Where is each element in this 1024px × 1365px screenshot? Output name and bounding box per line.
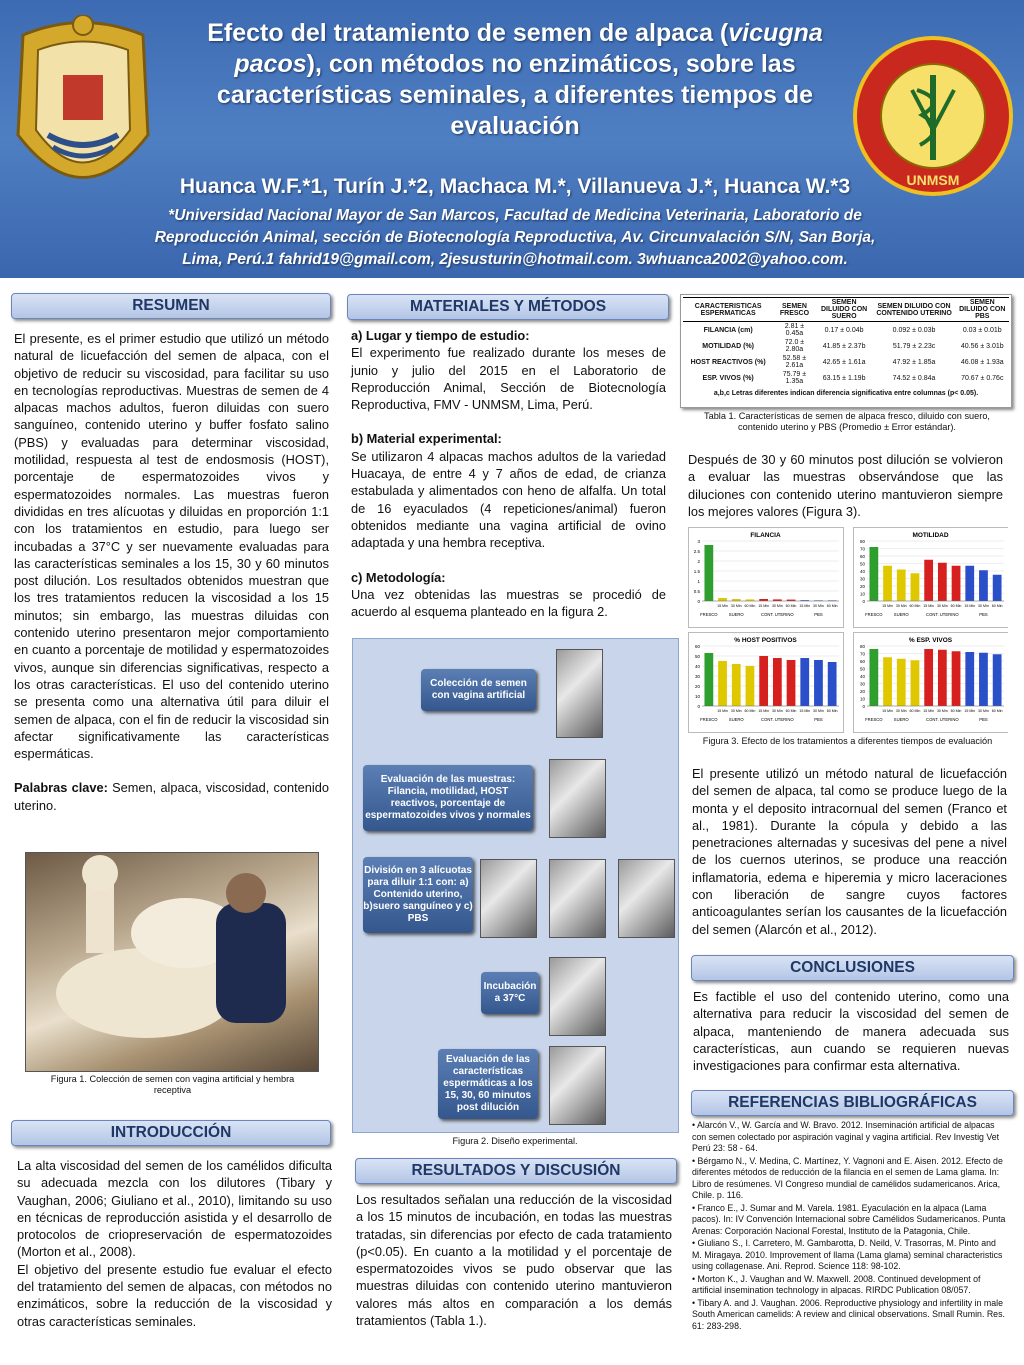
chart-group-label: CONT. UTERINO — [926, 612, 959, 617]
chart-ytick-label: 60 — [859, 554, 865, 559]
chart-xtick-label: 60 Min — [950, 709, 962, 713]
university-seal-left — [8, 15, 158, 215]
chart-ytick-label: 2 — [697, 559, 700, 564]
chart-group-label: CONT. UTERINO — [761, 612, 794, 617]
chart-xtick-label: 15 Min — [758, 709, 770, 713]
table-1-cell: 40.56 ± 3.01b — [960, 342, 1004, 350]
chart-bar — [718, 661, 727, 706]
chart-bar — [746, 666, 755, 706]
chart-xtick-label: 15 Min — [882, 604, 893, 608]
chart-xtick-label: 60 Min — [950, 604, 962, 608]
chart-ytick-label: 0 — [862, 599, 865, 604]
chart-bar — [979, 570, 988, 601]
chart-ytick-label: 0 — [697, 599, 700, 604]
discussion-body: El presente utilizó un método natural de licuefacción del semen de alpaca, tal como se produce luego de la monta y el deposito intracornual del semen (Franco et al., 1981). Durante la cópula y debido a las penetraciones alternadas y sucesivas del pene a nivel de los cuernos uterinos, se produce una reacción inflamatoria, edema e hiperemia y micro laceraciones con liberación de sangre cuyos factores anticoagulantes serían los causantes de la licuefacción del semen (Alarcón et al., 2012). — [692, 766, 1007, 937]
figure-1-caption: Figura 1. Colección de semen con vagina artificial y hembra receptiva — [50, 1074, 295, 1095]
reference-item: • Alarcón V., W. García and W. Bravo. 2012. Inseminación artificial de alpacas con semen colectado por aspiración vaginal y vagina artificial. Rev Investig Vet Perú 23: 58 - 64. — [692, 1120, 1000, 1153]
chart-ytick-label: 0 — [697, 704, 700, 709]
flow-photo-evaluation — [549, 759, 606, 838]
chart-xtick-label: 30 Min — [895, 604, 907, 608]
chart-bar — [952, 566, 961, 601]
poster-header — [0, 0, 1024, 278]
chart-bar — [897, 659, 906, 706]
chart-xtick-label: 15 Min — [923, 709, 935, 713]
chart-xtick-label: 15 Min — [964, 709, 976, 713]
flow-photo-aliquot-3 — [618, 859, 675, 938]
chart-xtick-label: 30 Min — [813, 604, 824, 608]
table-1-cell: 47.92 ± 1.85a — [892, 358, 936, 366]
results-after-30-60: Después de 30 y 60 minutos post dilución se volvieron a evaluar las muestras observándose que las diluciones con contenido uterino mantuvieron siempre los mejores valores (Figura 3). — [688, 452, 1003, 519]
chart-bar — [704, 545, 713, 601]
chart-group-label: SUERO — [728, 612, 744, 617]
chart-bar — [965, 652, 974, 706]
chart-ytick-label: 0.5 — [693, 589, 700, 594]
affiliation: *Universidad Nacional Mayor de San Marcos, Facultad de Medicina Veterinaria, Laboratorio de Reproducción Animal, sección de Biotecnología Reproductiva, Av. Circunvalación S/N, San Borja, Lima, Perú.1 fahrid19@gmail.com, 2jesusturin@hotmail.com. 3whuanca2002@yahoo.com. — [154, 207, 876, 268]
chart-ytick-label: 30 — [859, 576, 865, 582]
chart-xtick-label: 60 Min — [826, 709, 838, 713]
table-1-cell: 0.03 ± 0.01b — [962, 326, 1002, 334]
flow-photo-aliquot-2 — [549, 859, 606, 938]
chart-xtick-label: 60 Min — [909, 709, 921, 713]
chart-bar — [993, 654, 1002, 706]
chart-ytick-label: 70 — [859, 651, 865, 657]
chart-title: FILANCIA — [750, 532, 781, 539]
chart-title: % ESP. VIVOS — [908, 637, 953, 644]
chart-title: % HOST POSITIVOS — [734, 637, 797, 644]
chart-group-label: FRESCO — [865, 612, 883, 617]
table-1-header: SEMEN DILUIDO CON SUERO — [816, 298, 873, 322]
chart-bar — [911, 573, 920, 601]
chart-group-label: PBS — [979, 717, 988, 722]
flow-step-1: Colección de semen con vagina artificial — [421, 669, 536, 711]
table-1-cell: 52.58 ± 2.61a — [782, 355, 807, 369]
chart-xtick-label: 15 Min — [799, 709, 811, 713]
chart-xtick-label: 60 Min — [991, 604, 1003, 608]
flow-step-2: Evaluación de las muestras: Filancia, motilidad, HOST reactivos, porcentaje de espermatozoides vivos y normales — [363, 765, 533, 831]
chart-ytick-label: 50 — [859, 666, 865, 672]
chart-ytick-label: 80 — [859, 539, 865, 544]
chart-xtick-label: 60 Min — [744, 709, 756, 713]
chart-ytick-label: 80 — [859, 644, 865, 649]
reference-item: • Morton K., J. Vaughan and W. Maxwell. 2008. Continued development of artificial insemination technology in alpacas. RIRDC Publication 08/057. — [692, 1273, 981, 1295]
reference-item: • Franco E., J. Sumar and M. Varela. 1981. Eyaculación en la alpaca (Lama pacos). In: IV Convención Internacional sobre Camélidos Sudamericanos. Punta Arenas: Corporación Nacional Forestal, Instituto de la Patagonia, Chile. — [692, 1202, 1006, 1236]
resultados-body: Los resultados señalan una reducción de la viscosidad a los 15 minutos de incubación, en todas las muestras tratadas, sin diferencias por efecto de cada tratamiento (p<0.05). En cuanto a la motilidad y el porcentaje de espermatozoides vivos se pudo observar que las muestras diluidas con contenido uterino mantuvieron valores más altos en comparación a los demás tratamientos (Tabla 1.). — [356, 1192, 672, 1329]
reference-item: • Giuliano S., I. Carretero, M. Gambarotta, D. Neild, V. Trasorras, M. Pinto and M. Miragaya. 2010. Improvement of llama (Lama glama) seminal characteristics using collagenase. Ani. Reprod. Science 118: 98-102. — [692, 1238, 1003, 1271]
poster-title: Efecto del tratamiento de semen de alpaca (vicugna pacos), con métodos no enzimáticos, sobre las características seminales, a diferentes tiempos de evaluación — [207, 19, 823, 140]
chart-bar — [773, 658, 782, 706]
chart-group-label: PBS — [979, 612, 988, 617]
chart-ytick-label: 20 — [859, 689, 865, 694]
chart-bar — [897, 570, 906, 602]
chart-group-label: CONT. UTERINO — [761, 717, 794, 722]
chart-bar — [787, 660, 796, 706]
chart-xtick-label: 30 Min — [978, 709, 989, 713]
chart-ytick-label: 50 — [859, 561, 865, 567]
chart-bar — [979, 653, 988, 706]
introduccion-body: La alta viscosidad del semen de los camélidos dificulta su adecuada mezcla con los dilutores (Tibary y Vaughan, 2006; Giuliano et al., 2010), limitando su uso en técnicas de reproducción asistida y el desarrollo de protocolos de criopreservación de espermatozoides (Morton et al., 2008). El objetivo del presente estudio fue evaluar el efecto del tratamiento del semen de alpacas, con métodos no enzimáticos, sobre la reducción de la viscosidad y otras características seminales. — [17, 1158, 332, 1329]
chart-ytick-label: 40 — [859, 674, 865, 679]
reference-item: • Tibary A. and J. Vaughan. 2006. Reproductive physiology and infertility in male South American camelids: A review and clinical observations. Small Rumin. Res. 61: 283-298. — [692, 1297, 1005, 1331]
table-1-caption: Tabla 1. Características de semen de alpaca fresco, diluido con suero, contenido uterino y PBS (Promedio ± Error estándar). — [704, 411, 990, 432]
chart-ytick-label: 10 — [859, 591, 865, 597]
chart-xtick-label: 15 Min — [799, 604, 811, 608]
chart-ytick-label: 3 — [697, 539, 700, 544]
flow-step-4: Incubación a 37°C — [481, 972, 539, 1014]
table-1-header: CARACTERISTICAS ESPERMATICAS — [683, 298, 773, 322]
chart-xtick-label: 15 Min — [717, 604, 728, 608]
chart-3 — [689, 633, 844, 733]
table-1-cell: 42.65 ± 1.61a — [822, 358, 866, 366]
flow-photo-collection — [556, 649, 603, 738]
table-1-cell: 63.15 ± 1.19b — [822, 374, 866, 382]
chart-2 — [854, 528, 1009, 628]
chart-bar — [911, 660, 920, 706]
chart-bar — [938, 563, 947, 601]
section-introduccion-heading: INTRODUCCIÓN — [11, 1120, 331, 1146]
chart-ytick-label: 30 — [694, 674, 700, 679]
table-1-cell: 72.0 ± 2.80a — [784, 339, 805, 353]
table-1-cell: 0.092 ± 0.03b — [892, 326, 936, 334]
table-1-header: SEMEN DILUIDO CON CONTENIDO UTERINO — [873, 298, 956, 322]
chart-ytick-label: 40 — [859, 569, 865, 574]
chart-ytick-label: 20 — [694, 684, 700, 689]
chart-ytick-label: 1 — [697, 579, 700, 584]
table-1-cell: 74.52 ± 0.84a — [892, 374, 936, 382]
chart-xtick-label: 30 Min — [813, 709, 824, 713]
chart-bar — [732, 664, 741, 706]
chart-bar — [993, 575, 1002, 601]
table-1-cell: 51.79 ± 2.23c — [892, 342, 936, 350]
chart-ytick-label: 0 — [862, 704, 865, 709]
chart-ytick-label: 10 — [859, 696, 865, 702]
faculty-seal-right — [852, 35, 1014, 197]
table-1-note: a,b,c Letras diferentes indican diferencia significativa entre columnas (p< 0.05). — [713, 390, 979, 397]
section-resumen-heading: RESUMEN — [11, 293, 331, 319]
table-1-row — [683, 322, 1009, 339]
chart-bar — [704, 653, 713, 706]
table-1-row — [683, 370, 1009, 386]
chart-xtick-label: 15 Min — [923, 604, 935, 608]
chart-group-label: SUERO — [893, 612, 909, 617]
table-1-cell: 2.81 ± 0.45a — [784, 323, 805, 337]
svg-text:UNMSM: UNMSM — [906, 172, 960, 188]
flow-step-5: Evaluación de las características espermáticas a los 15, 30, 60 minutos post dilución — [438, 1049, 538, 1119]
chart-bar — [759, 656, 768, 706]
chart-xtick-label: 15 Min — [882, 709, 893, 713]
chart-4 — [854, 633, 1009, 733]
chart-1 — [689, 528, 844, 628]
table-1-row — [683, 354, 1009, 370]
section-referencias-heading: REFERENCIAS BIBLIOGRÁFICAS — [691, 1090, 1014, 1116]
chart-bar — [965, 566, 974, 601]
flow-step-3: División en 3 alícuotas para diluir 1:1 con: a) Contenido uterino, b)suero sanguíneo y c) PBS — [363, 857, 473, 933]
chart-group-label: FRESCO — [700, 717, 718, 722]
chart-group-label: FRESCO — [700, 612, 718, 617]
chart-ytick-label: 1.5 — [693, 569, 700, 574]
chart-ytick-label: 2.5 — [693, 549, 700, 554]
flow-photo-incubation — [549, 957, 606, 1036]
chart-bar — [800, 658, 809, 706]
materiales-body: a) Lugar y tiempo de estudio: El experimento fue realizado durante los meses de junio y julio del 2015 en el Laboratorio de Reproducción Animal, Sección de Biotecnología Reproductiva, FMV - UNMSM, Lima, Perú. b) Material experimental: Se utilizaron 4 alpacas machos adultos de la variedad Huacaya, de entre 4 y 7 años de edad, de crianza estabulada y alimentados con heno de alfalfa. Un total de 16 eyaculados (4 repeticiones/animal) fueron obtenidos mediante una vagina artificial de ovino adaptada y una hembra receptiva. c) Metodología: Una vez obtenidas las muestras se procedió de acuerdo al esquema planteado en la figura 2. — [351, 328, 666, 620]
chart-group-label: PBS — [814, 717, 823, 722]
table-1-row — [683, 338, 1009, 354]
chart-xtick-label: 30 Min — [771, 709, 783, 713]
section-resultados-heading: RESULTADOS Y DISCUSIÓN — [355, 1158, 677, 1184]
section-conclusiones-heading: CONCLUSIONES — [691, 955, 1014, 981]
chart-bar — [883, 657, 892, 706]
chart-xtick-label: 30 Min — [895, 709, 907, 713]
table-1-cell: HOST REACTIVOS (%) — [690, 358, 766, 366]
chart-ytick-label: 50 — [694, 654, 700, 659]
chart-bar — [718, 598, 727, 601]
chart-bar — [924, 560, 933, 601]
section-materiales-heading: MATERIALES Y MÉTODOS — [347, 294, 669, 320]
chart-group-label: PBS — [814, 612, 823, 617]
chart-xtick-label: 60 Min — [785, 709, 797, 713]
reference-item: • Bérgamo N., V. Medina, C. Martínez, Y. Vagnoni and E. Aisen. 2012. Efecto de diferentes métodos de reducción de la filancia en el semen de Lama glama. In: Libro de resúmenes. VI Congreso mundial de camélidos sudamericanos. Arica, Chile. p. 116. — [692, 1155, 1003, 1200]
chart-bar — [828, 662, 837, 706]
table-1-cell: 70.67 ± 0.76c — [961, 374, 1004, 382]
chart-xtick-label: 30 Min — [978, 604, 989, 608]
figure-1-photo — [25, 852, 319, 1072]
flow-photo-aliquot-1 — [480, 859, 537, 938]
chart-xtick-label: 30 Min — [730, 709, 742, 713]
table-1-cell: 75.79 ± 1.35a — [782, 371, 807, 385]
table-1-cell: MOTILIDAD (%) — [702, 342, 754, 350]
chart-title: MOTILIDAD — [912, 532, 949, 539]
chart-group-label: FRESCO — [865, 717, 883, 722]
flow-photo-final-eval — [549, 1046, 606, 1125]
table-1-cell: 0.17 ± 0.04b — [824, 326, 864, 334]
table-1 — [680, 294, 1012, 408]
chart-xtick-label: 15 Min — [717, 709, 728, 713]
chart-bar — [883, 566, 892, 601]
chart-xtick-label: 15 Min — [758, 604, 770, 608]
figure-3-caption: Figura 3. Efecto de los tratamientos a diferentes tiempos de evaluación — [702, 736, 993, 746]
chart-xtick-label: 60 Min — [909, 604, 921, 608]
conclusiones-body: Es factible el uso del contenido uterino, como una alternativa para reducir la viscosidad del semen de alpaca, manteniendo de manera adecuada sus características, aun cuando se requieren nuevas investigaciones para confirmar esta alternativa. — [693, 989, 1009, 1074]
chart-ytick-label: 60 — [694, 644, 700, 649]
figure-3 — [688, 527, 1008, 737]
chart-xtick-label: 30 Min — [936, 709, 948, 713]
chart-ytick-label: 70 — [859, 546, 865, 552]
chart-xtick-label: 15 Min — [964, 604, 976, 608]
authors: Huanca W.F.*1, Turín J.*2, Machaca M.*, Villanueva J.*, Huanca W.*3 — [179, 175, 851, 198]
table-1-header: SEMEN DILUIDO CON PBS — [956, 298, 1009, 322]
chart-bar — [952, 651, 961, 706]
chart-xtick-label: 60 Min — [785, 604, 797, 608]
figure-2-flowchart — [352, 638, 679, 1133]
table-1-header: SEMEN FRESCO — [773, 298, 815, 322]
resumen-body: El presente, es el primer estudio que utilizó un método natural de licuefacción del semen de alpaca, con el objetivo de reducir su viscosidad, para facilitar su uso en tecnologías reproductivas. Muestras de semen de 4 alpacas machos adultos, fueron diluidas con suero sanguíneo, contenido uterino y buffer fosfato salino (PBS) y evaluadas para determinar viscosidad, motilidad, respuesta al test de endosmosis (HOST), porcentaje de espermatozoides vivos y espermatozoides normales. Las muestras fueron divididas en tres alícuotas y diluidas en proporción 1:1 con los tratamientos en estudio, para luego ser incubadas a 37°C y ser nuevamente evaluadas para las características seminales a los 15, 30 y 60 minutos post dilución. Los resultados obtenidos muestran que los tres tratamientos reducen la viscosidad a los 15 minutos; sin embargo, las muestras diluidas con contenido uterino presentaron mejor comportamiento en cuanto a porcentaje de motilidad y espermatozoides vivos, aunque sin diferencias significativas, respecto a los otras características. El uso del contenido uterino se presenta como una alternativa útil para diluir el semen de alpaca, con el fin de reducir la viscosidad sin afectar significativamente las características espermáticas. Palabras clave: Semen, alpaca, viscosidad, contenido uterino. — [14, 331, 329, 813]
chart-bar — [869, 547, 878, 601]
chart-ytick-label: 60 — [859, 659, 865, 664]
chart-bar — [938, 650, 947, 706]
chart-bar — [924, 649, 933, 706]
chart-xtick-label: 30 Min — [730, 604, 742, 608]
chart-xtick-label: 60 Min — [744, 604, 756, 608]
chart-bar — [869, 649, 878, 706]
chart-xtick-label: 60 Min — [826, 604, 838, 608]
chart-ytick-label: 30 — [859, 681, 865, 687]
chart-ytick-label: 10 — [694, 694, 700, 699]
table-1-cell: 46.08 ± 1.93a — [960, 358, 1004, 366]
chart-bar — [814, 660, 823, 706]
chart-group-label: SUERO — [893, 717, 909, 722]
chart-xtick-label: 30 Min — [936, 604, 948, 608]
chart-ytick-label: 40 — [694, 664, 700, 669]
table-1-cell: ESP. VIVOS (%) — [702, 374, 754, 382]
table-1-cell: FILANCIA (cm) — [703, 326, 753, 334]
chart-group-label: CONT. UTERINO — [926, 717, 959, 722]
chart-group-label: SUERO — [728, 717, 744, 722]
table-1-cell: 41.85 ± 2.37b — [822, 342, 866, 350]
chart-ytick-label: 20 — [859, 584, 865, 589]
chart-xtick-label: 60 Min — [991, 709, 1003, 713]
references-list — [692, 1120, 1008, 1333]
chart-xtick-label: 30 Min — [771, 604, 783, 608]
figure-2-caption: Figura 2. Diseño experimental. — [452, 1136, 578, 1146]
